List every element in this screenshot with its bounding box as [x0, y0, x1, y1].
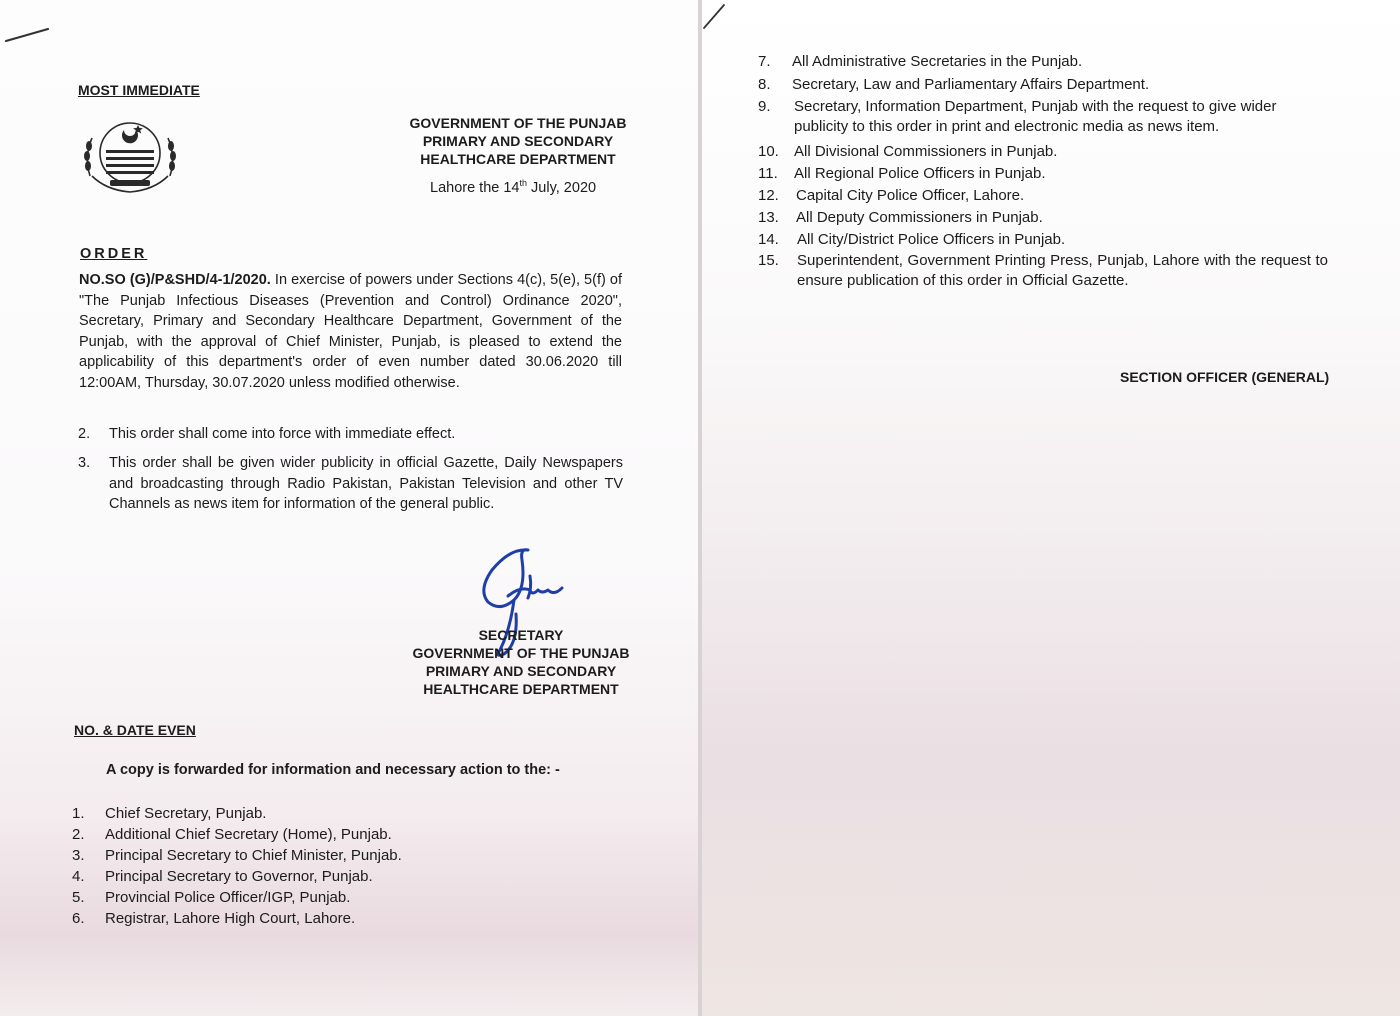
signatory-line: PRIMARY AND SECONDARY — [425, 663, 617, 679]
date-rest: July, 2020 — [527, 179, 597, 196]
list-text: Capital City Police Officer, Lahore. — [796, 187, 1025, 204]
signatory-line: GOVERNMENT OF THE PUNJAB — [412, 645, 630, 661]
list-number: 15. — [758, 252, 779, 269]
list-text: Provincial Police Officer/IGP, Punjab. — [105, 889, 351, 906]
no-date-even-label: NO. & DATE EVEN — [74, 722, 196, 738]
order-title: ORDER — [80, 246, 148, 262]
list-number: 6. — [72, 910, 85, 927]
list-text: All Divisional Commissioners in Punjab. — [794, 143, 1058, 160]
pen-mark-icon — [4, 24, 50, 44]
list-text: Principal Secretary to Governor, Punjab. — [105, 868, 373, 885]
list-text: All Administrative Secretaries in the Punjab. — [792, 53, 1083, 70]
pen-mark-icon — [702, 2, 728, 30]
urgency-label: MOST IMMEDIATE — [78, 82, 200, 98]
clause-item — [78, 424, 623, 445]
list-number: 12. — [758, 187, 779, 204]
order-paragraph — [79, 270, 622, 393]
list-text: All Deputy Commissioners in Punjab. — [796, 209, 1043, 226]
list-number: 9. — [758, 98, 771, 115]
department-heading-line: PRIMARY AND SECONDARY — [422, 133, 614, 149]
list-number: 3. — [72, 847, 85, 864]
department-heading — [398, 114, 638, 168]
clause-number: 2. — [78, 426, 91, 442]
list-number: 11. — [758, 165, 778, 182]
list-text: Additional Chief Secretary (Home), Punjab. — [105, 826, 392, 843]
government-of-punjab-emblem-icon — [80, 116, 180, 198]
list-number: 7. — [758, 53, 771, 70]
list-text: All Regional Police Officers in Punjab. — [794, 165, 1046, 182]
list-text: Secretary, Information Department, Punjab with the request to give wider publicity to this order in print and electronic media as news item. — [794, 98, 1277, 135]
signatory-block — [396, 626, 646, 698]
list-number: 4. — [72, 868, 85, 885]
signatory-line: SECRETARY — [478, 627, 564, 643]
list-text: Superintendent, Government Printing Press, Punjab, Lahore with the request to ensure publication of this order in Official Gazette. — [797, 252, 1328, 289]
list-number: 2. — [72, 826, 85, 843]
date-ordinal: th — [519, 178, 528, 188]
list-text: Principal Secretary to Chief Minister, Punjab. — [105, 847, 402, 864]
forward-line: A copy is forwarded for information and necessary action to the: - — [106, 762, 560, 778]
order-number: NO.SO (G)/P&SHD/4-1/2020. — [79, 272, 271, 288]
list-number: 5. — [72, 889, 85, 906]
order-body: In exercise of powers under Sections 4(c), 5(e), 5(f) of "The Punjab Infectious Diseases (Prevention and Control) Ordinance 2020", Secretary, Primary and Secondary Healthcare Department, Government of the Punjab, with the approval of Chief Minister, Punjab, is pleased to extend the applicability of this department's order of even number dated 30.06.2020 till 12:00AM, Thursday, 30.07.2020 unless modified otherwise. — [79, 272, 622, 391]
clause-item — [78, 453, 623, 515]
department-heading-line: HEALTHCARE DEPARTMENT — [420, 151, 616, 167]
clause-number: 3. — [78, 455, 91, 471]
list-number: 13. — [758, 209, 779, 226]
section-officer-signatory: SECTION OFFICER (GENERAL) — [1120, 369, 1330, 385]
list-text: All City/District Police Officers in Punjab. — [797, 231, 1066, 248]
department-heading-line: GOVERNMENT OF THE PUNJAB — [409, 115, 627, 131]
list-text: Chief Secretary, Punjab. — [105, 805, 267, 822]
clause-text: This order shall be given wider publicity in official Gazette, Daily Newspapers and broadcasting through Radio Pakistan, Pakistan Television and other TV Channels as news item for information of the general public. — [109, 455, 623, 512]
signatory-line: HEALTHCARE DEPARTMENT — [423, 681, 619, 697]
list-number: 8. — [758, 76, 771, 93]
list-text: Secretary, Law and Parliamentary Affairs Department. — [792, 76, 1150, 93]
clause-text: This order shall come into force with immediate effect. — [109, 426, 456, 442]
list-text: Registrar, Lahore High Court, Lahore. — [105, 910, 356, 927]
left-page — [0, 0, 698, 1016]
list-number: 14. — [758, 231, 779, 248]
right-page — [702, 0, 1400, 1016]
date-prefix: Lahore the 14 — [430, 179, 520, 196]
list-number: 10. — [758, 143, 779, 160]
date-line — [430, 178, 596, 196]
list-number: 1. — [72, 805, 85, 822]
